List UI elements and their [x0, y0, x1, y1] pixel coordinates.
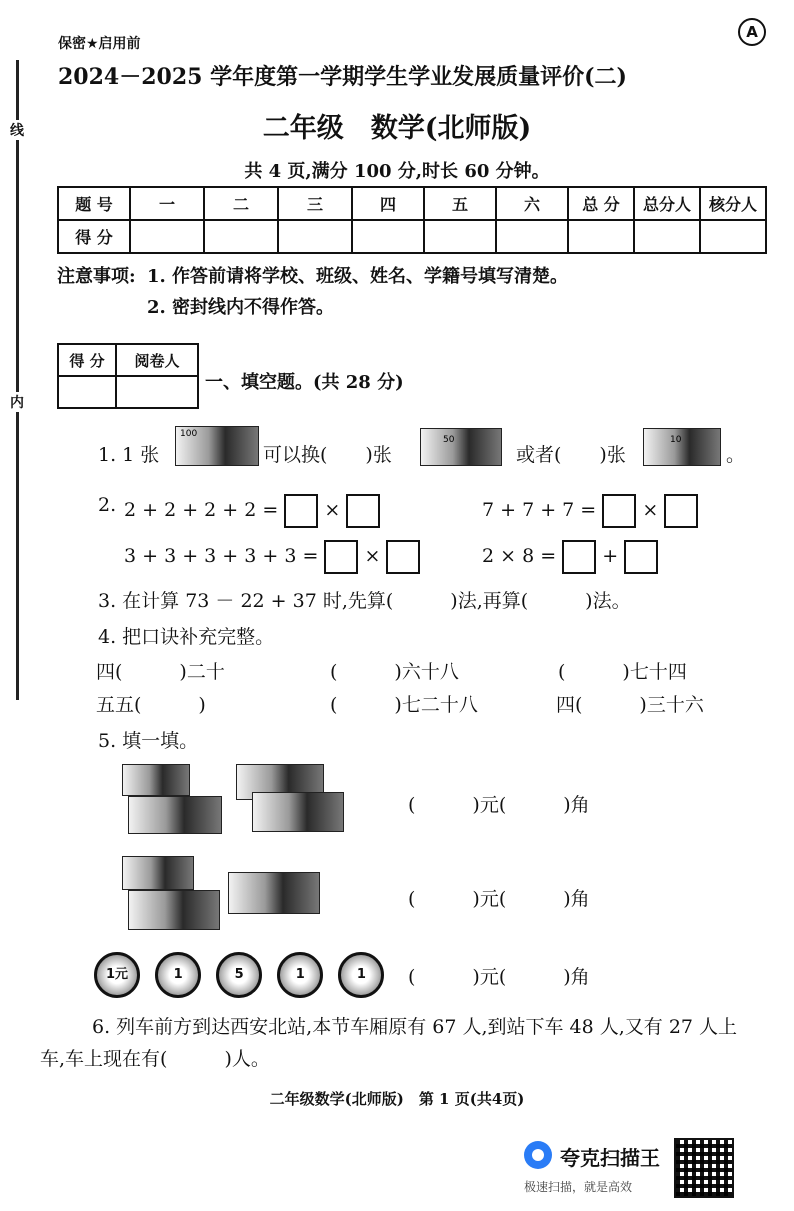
q4-item: ( )六十八: [330, 661, 459, 683]
exam-info: 共 4 页,满分 100 分,时长 60 分钟。: [244, 161, 550, 182]
q2-expr-b: [482, 494, 698, 528]
score-row-label: 得 分: [58, 220, 130, 253]
banknote-5jiao-image: [252, 792, 344, 832]
score-cell[interactable]: [352, 220, 424, 253]
expression: 2 + 2 + 2 + 2 =: [124, 499, 279, 521]
grader-cell[interactable]: [116, 376, 198, 408]
q1-or: 或者( )张: [516, 444, 626, 466]
score-cell[interactable]: [424, 220, 496, 253]
score-header: 三: [278, 187, 352, 220]
score-header: 总分人: [634, 187, 700, 220]
bill-value: 50: [443, 435, 455, 445]
banknote-5yuan-image: [122, 856, 194, 890]
q5-answer-row1: ( )元( )角: [408, 794, 590, 816]
bill-value: 10: [670, 435, 682, 445]
q2-expr-d: [482, 540, 658, 574]
q5-title: 5. 填一填。: [98, 730, 199, 752]
subject-title: 二年级 数学(北师版): [262, 113, 532, 144]
score-header: 四: [352, 187, 424, 220]
banknote-1jiao-image: [228, 872, 320, 914]
grader-header: 阅卷人: [116, 344, 198, 376]
banknote-5yuan-image: [128, 890, 220, 930]
answer-box[interactable]: [346, 494, 380, 528]
q4-title: 4. 把口诀补充完整。: [98, 626, 275, 648]
coin-1jiao-icon: 1: [277, 952, 323, 998]
score-header: 六: [496, 187, 568, 220]
banknote-50-image: [420, 428, 502, 466]
answer-box[interactable]: [386, 540, 420, 574]
answer-box[interactable]: [624, 540, 658, 574]
grader-table: [57, 343, 199, 409]
banknote-100-image: [175, 426, 259, 466]
answer-box[interactable]: [284, 494, 318, 528]
expression: 2 × 8 =: [482, 545, 557, 567]
coin-1jiao-icon: 1: [338, 952, 384, 998]
times-sign: ×: [364, 545, 381, 567]
banknote-10-image: [643, 428, 721, 466]
coin-1jiao-icon: 1: [155, 952, 201, 998]
page-footer: 二年级数学(北师版) 第 1 页(共4页): [269, 1090, 525, 1108]
paper-mark: A: [738, 18, 766, 46]
answer-box[interactable]: [324, 540, 358, 574]
notes-item-2: 2. 密封线内不得作答。: [147, 297, 335, 318]
q5-answer-row2: ( )元( )角: [408, 888, 590, 910]
expression: 7 + 7 + 7 =: [482, 499, 597, 521]
q4-item: ( )七十四: [558, 661, 687, 683]
q4-item: 四( )三十六: [556, 694, 704, 716]
q1-exchange: 可以换( )张: [263, 444, 392, 466]
exam-title: 2024－2025 学年度第一学期学生学业发展质量评价(二): [58, 64, 627, 90]
score-cell[interactable]: [496, 220, 568, 253]
secret-label: 保密★启用前: [58, 36, 141, 52]
bill-value: 100: [180, 429, 198, 439]
score-cell[interactable]: [204, 220, 278, 253]
times-sign: ×: [324, 499, 341, 521]
score-cell[interactable]: [278, 220, 352, 253]
banknote-1yuan-image: [122, 764, 190, 796]
q2-label: 2.: [98, 494, 117, 516]
q1-prefix: 1. 1 张: [98, 444, 160, 466]
q5-answer-row3: ( )元( )角: [408, 966, 590, 988]
coin-row: [94, 952, 394, 998]
score-cell[interactable]: [568, 220, 634, 253]
score-cell[interactable]: [634, 220, 700, 253]
score-header: 二: [204, 187, 278, 220]
answer-box[interactable]: [562, 540, 596, 574]
score-cell[interactable]: [130, 220, 204, 253]
q6-line1: 6. 列车前方到达西安北站,本节车厢原有 67 人,到站下车 48 人,又有 27 人上: [92, 1016, 738, 1038]
qr-code-icon: [674, 1138, 734, 1198]
q6-line2: 车,车上现在有( )人。: [40, 1048, 270, 1070]
seal-mark-top: 线: [10, 120, 24, 140]
score-cell[interactable]: [700, 220, 766, 253]
answer-box[interactable]: [602, 494, 636, 528]
coin-1yuan-icon: 1元: [94, 952, 140, 998]
q1-end: 。: [726, 444, 746, 466]
score-header: 总 分: [568, 187, 634, 220]
q3-text: 3. 在计算 73 － 22 + 37 时,先算( )法,再算( )法。: [98, 590, 631, 612]
brand-tagline: 极速扫描，就是高效: [524, 1180, 633, 1194]
banknote-1jiao-image: [128, 796, 222, 834]
q4-item: 五五( ): [96, 694, 206, 716]
q2-expr-a: [124, 494, 380, 528]
notes-item-1: 1. 作答前请将学校、班级、姓名、学籍号填写清楚。: [147, 266, 569, 287]
score-header: 题 号: [58, 187, 130, 220]
score-header: 一: [130, 187, 204, 220]
seal-line: [16, 60, 19, 700]
q4-item: 四( )二十: [96, 661, 225, 683]
q4-item: ( )七二十八: [330, 694, 478, 716]
q2-expr-c: [124, 540, 420, 574]
score-header: 五: [424, 187, 496, 220]
answer-box[interactable]: [664, 494, 698, 528]
section-title: 一、填空题。(共 28 分): [205, 372, 404, 393]
grader-cell[interactable]: [58, 376, 116, 408]
grader-header: 得 分: [58, 344, 116, 376]
score-table: [57, 186, 767, 254]
notes-prefix: 注意事项:: [57, 266, 136, 287]
score-header: 核分人: [700, 187, 766, 220]
seal-mark-bottom: 内: [10, 392, 24, 412]
coin-5jiao-icon: 5: [216, 952, 262, 998]
expression: 3 + 3 + 3 + 3 + 3 =: [124, 545, 319, 567]
brand-name: 夸克扫描王: [560, 1146, 660, 1170]
times-sign: ×: [642, 499, 659, 521]
plus-sign: +: [602, 545, 619, 567]
logo-inner: [532, 1149, 544, 1161]
